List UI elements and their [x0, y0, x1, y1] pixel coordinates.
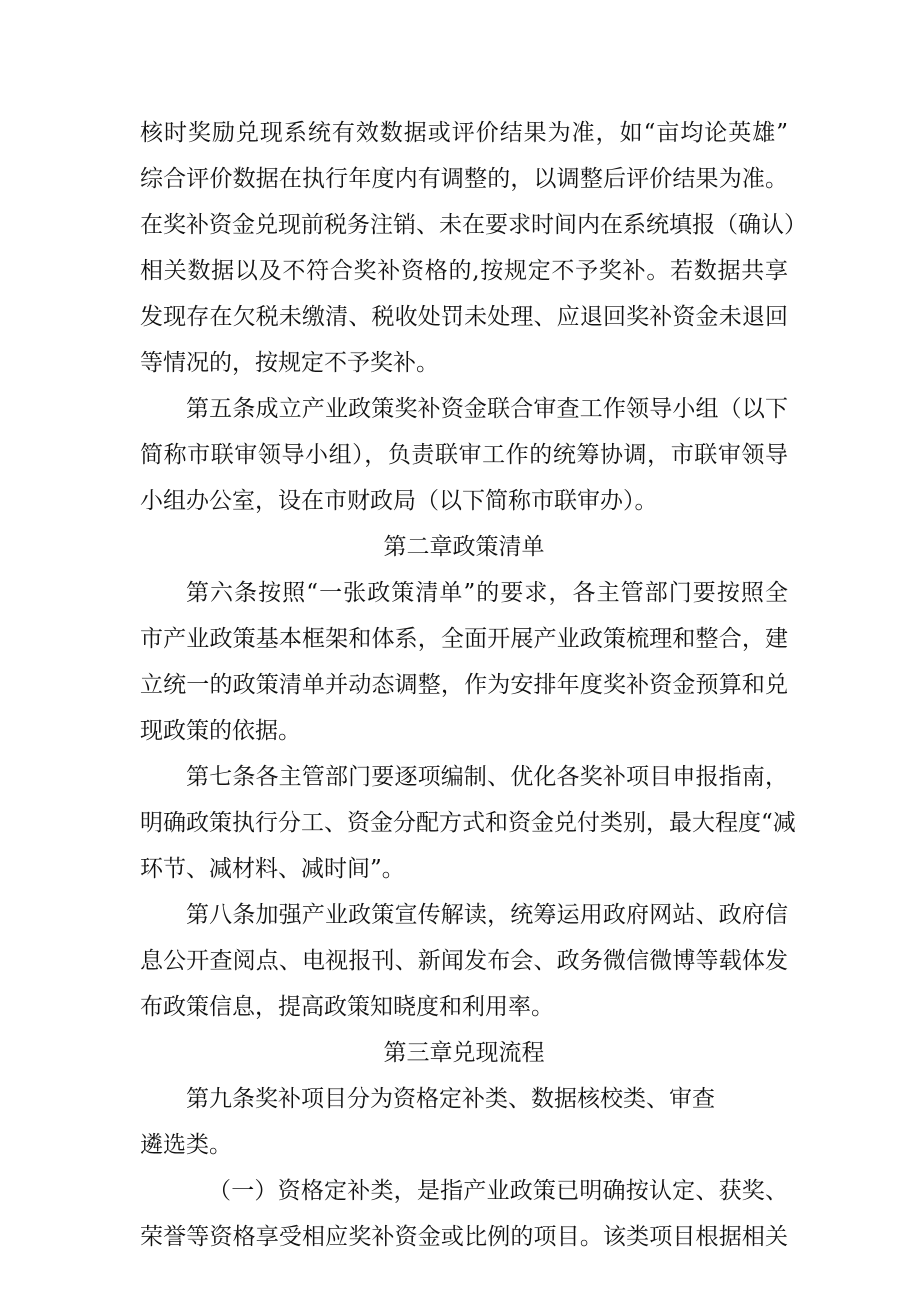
body-text-line: 综合评价数据在执行年度内有调整的，以调整后评价结果为准。 — [140, 166, 788, 192]
paragraph-first-line: 第六条按照“一张政策清单”的要求，各主管部门要按照全 — [186, 580, 788, 606]
body-text-line: 小组办公室，设在市财政局（以下简称市联审办）。 — [140, 488, 658, 514]
paragraph-first-line: 第九条奖补项目分为资格定补类、数据核校类、审查 — [186, 1086, 715, 1112]
body-text-line: 发现存在欠税未缴清、税收处罚未处理、应退回奖补资金未退回 — [140, 304, 788, 330]
body-text-line: 立统一的政策清单并动态调整，作为安排年度奖补资金预算和兑 — [140, 672, 788, 698]
body-text-line: 相关数据以及不符合奖补资格的,按规定不予奖补。若数据共享 — [140, 258, 788, 284]
body-text-line: 布政策信息，提高政策知晓度和利用率。 — [140, 994, 554, 1020]
body-text-line: 荣誉等资格享受相应奖补资金或比例的项目。该类项目根据相关 — [140, 1224, 788, 1250]
chapter-heading: 第三章兑现流程 — [383, 1040, 545, 1066]
paragraph-first-line: 第五条成立产业政策奖补资金联合审查工作领导小组（以下 — [186, 396, 788, 422]
body-text-line: 等情况的，按规定不予奖补。 — [140, 350, 439, 376]
body-text-line: 明确政策执行分工、资金分配方式和资金兑付类别，最大程度“减 — [140, 810, 796, 836]
body-text-line: 遴选类。 — [140, 1132, 232, 1158]
body-text-line: 现政策的依据。 — [140, 718, 301, 744]
body-text-line: 在奖补资金兑现前税务注销、未在要求时间内在系统填报（确认） — [140, 212, 807, 238]
body-text-line: 市产业政策基本框架和体系，全面开展产业政策梳理和整合，建 — [140, 626, 788, 652]
body-text-line: 息公开查阅点、电视报刊、新闻发布会、政务微信微博等载体发 — [140, 948, 788, 974]
paragraph-first-line: （一）资格定补类，是指产业政策已明确按认定、获奖、 — [208, 1178, 788, 1204]
body-text-line: 简称市联审领导小组），负责联审工作的统筹协调，市联审领导 — [140, 442, 788, 468]
body-text-line: 环节、减材料、减时间”。 — [140, 856, 405, 882]
chapter-heading: 第二章政策清单 — [383, 534, 545, 560]
paragraph-first-line: 第七条各主管部门要逐项编制、优化各奖补项目申报指南， — [186, 764, 788, 790]
body-text-line: 核时奖励兑现系统有效数据或评价结果为准，如“亩均论英雄” — [140, 120, 788, 146]
paragraph-first-line: 第八条加强产业政策宣传解读，统筹运用政府网站、政府信 — [186, 902, 788, 928]
